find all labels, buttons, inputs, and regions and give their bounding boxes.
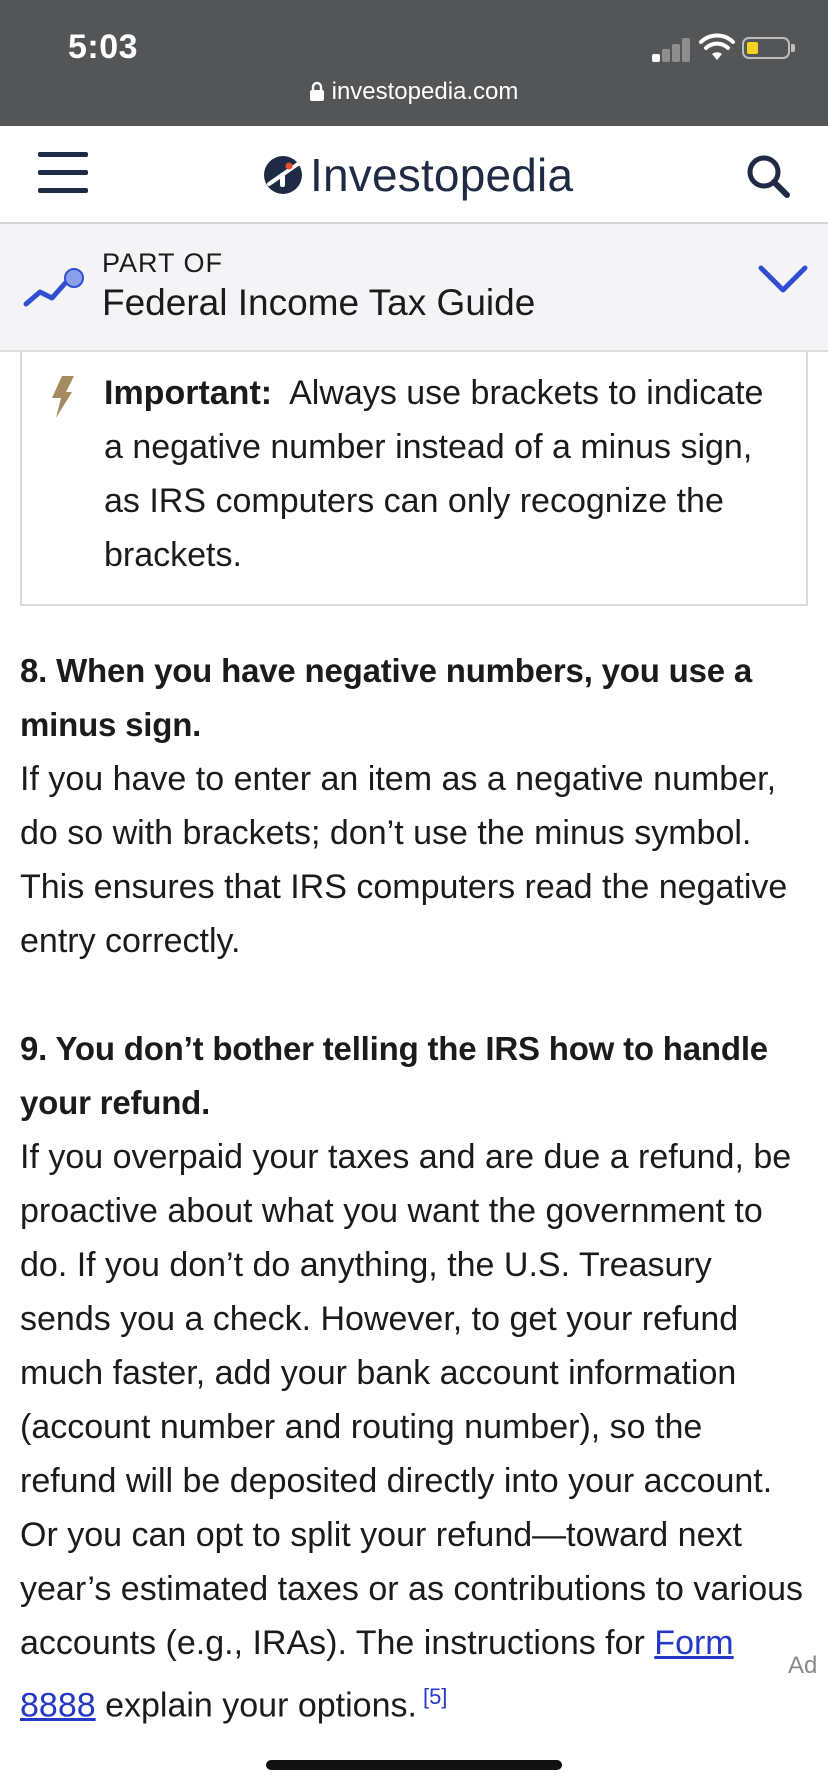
trend-line-icon [22,266,86,308]
ad-label: Ad [788,1652,818,1679]
callout-text: Always use brackets to indicate a negative number instead of a minus sign, as IRS computers can only recognize the brackets. [104,374,764,574]
home-indicator[interactable] [266,1760,562,1770]
article-body-continued [20,1022,808,1725]
lock-icon [310,81,324,101]
logo-text: Investopedia [310,149,574,201]
guide-kicker: PART OF [102,248,224,278]
item-heading: 9. You don’t bother telling the IRS how to handle your refund. [20,1030,768,1121]
article-body [20,352,808,968]
citation-link[interactable]: [5] [422,1684,448,1709]
callout-label: Important: [104,374,273,412]
logo-mark-icon [262,154,304,196]
wifi-icon [700,34,734,62]
search-icon[interactable] [744,152,792,200]
item-body [20,1130,808,1732]
status-time: 5:03 [68,28,139,66]
item-body-text-end: explain your options. [95,1686,417,1725]
guide-title: Federal Income Tax Guide [102,282,536,323]
battery-icon [742,37,790,59]
item-body-text: If you overpaid your taxes and are due a refund, be proactive about what you want the government to do. If you don’t do anything, the U.S. Treasury sends you a check. However, to get your refund much faster, add your bank account information (account number and routing number), so the refund will be deposited directly into your account. Or you can opt to split your refund—toward next year’s estimated taxes or as contributions to various accounts (e.g., IRAs). The instructions for [20,1138,804,1662]
form-8888-link[interactable]: Form 8888 [20,1624,734,1725]
address-bar[interactable] [0,78,828,106]
item-body: If you have to enter an item as a negative number, do so with brackets; don’t use the minus symbol. This ensures that IRS computers read the negative entry correctly. [20,760,788,960]
cellular-signal-icon [652,38,692,62]
status-bar [0,0,828,126]
lightning-bolt-icon [52,376,74,418]
url-text: investopedia.com [331,78,519,105]
site-header [0,126,828,224]
list-item [20,644,808,968]
chevron-down-icon[interactable] [758,264,808,294]
guide-banner[interactable] [0,224,828,352]
item-heading: 8. When you have negative numbers, you use a minus sign. [20,652,753,743]
important-callout [20,352,808,606]
hamburger-menu-icon[interactable] [38,152,90,194]
site-logo[interactable] [262,146,573,204]
